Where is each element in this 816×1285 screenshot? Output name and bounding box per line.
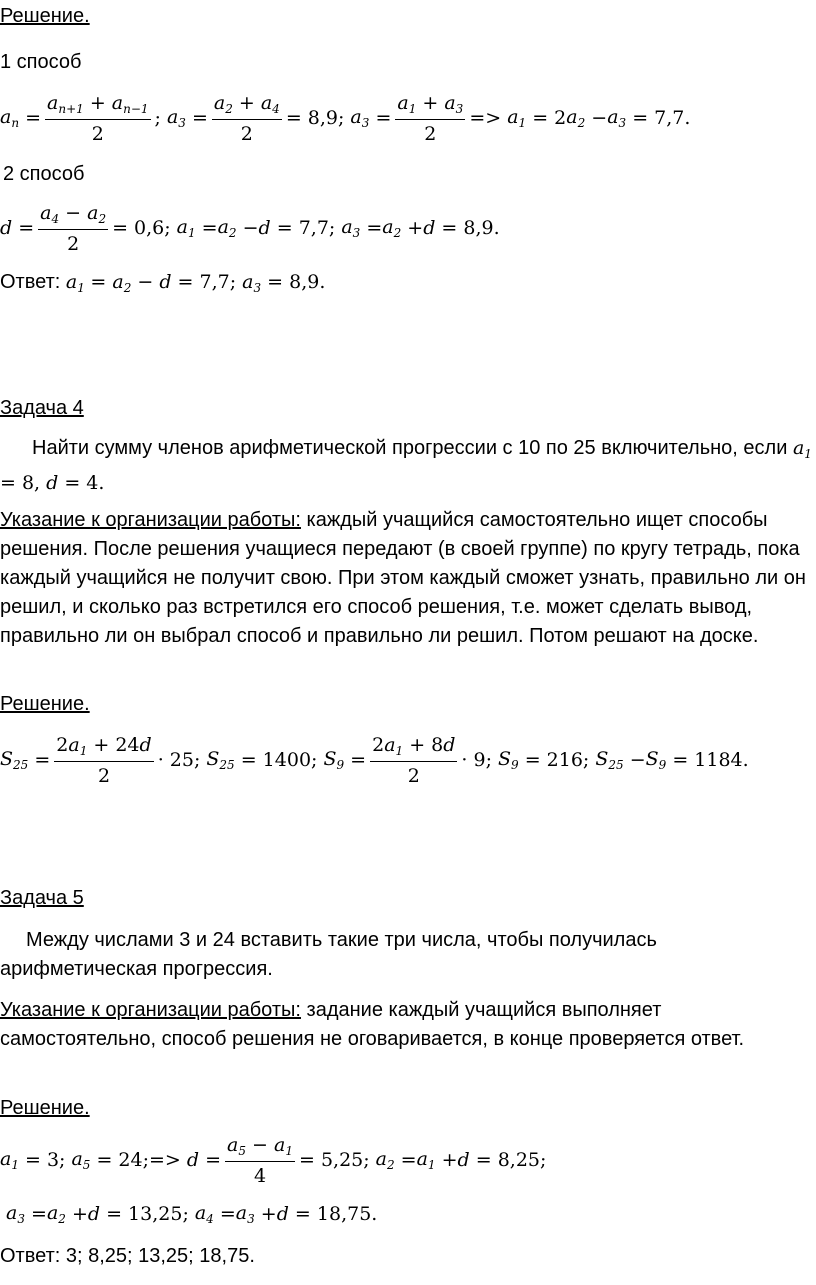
method-2-heading: 2 способ bbox=[3, 163, 85, 185]
hint-label: Указание к организации работы: bbox=[0, 509, 301, 531]
answer-1: Ответ: $a_1 = a_2 - d = 7,7$; $a_3 = 8,9$. bbox=[0, 271, 326, 295]
task-4-solution-heading: Решение. bbox=[0, 693, 90, 715]
method-1-heading: 1 способ bbox=[0, 51, 82, 73]
formula-task-5-line-2: $a_3$ = $a_2$ + d = 13,25; $a_4$ = $a_3$ + d = 18,75. bbox=[6, 1202, 378, 1226]
solution-heading: Решение. bbox=[0, 5, 90, 27]
task-5-title: Задача 5 bbox=[0, 887, 84, 909]
formula-method-1: $a_n$ = $\frac{a_{n+1} + a_{n-1}}{2}$ ; $a_3$ = $\frac{a_2 + a_4}{2}$ = 8,9; $a_3$ = $\frac{a_1 + a_3}{2}$ => $a_1$ = 2 $a_2$ − $a_3$ = 7,7. bbox=[0, 91, 691, 145]
task-5-hint bbox=[0, 996, 812, 1054]
formula-task-5-line-1: $a_1$ = 3; $a_5$ = 24;=> d = $\frac{a_5 - a_1}{4}$ = 5,25; $a_2$ = $a_1$ + d = 8,25; bbox=[0, 1133, 547, 1187]
task-5-text: Между числами 3 и 24 вставить такие три числа, чтобы получилась арифметическая прогрессия. bbox=[0, 929, 657, 980]
task-4-title: Задача 4 bbox=[0, 397, 84, 419]
task-5-solution-heading: Решение. bbox=[0, 1097, 90, 1119]
answer-label: Ответ: bbox=[0, 271, 61, 293]
hint-label: Указание к организации работы: bbox=[0, 999, 301, 1021]
task-4-hint bbox=[0, 506, 812, 651]
formula-task-4: $S_{25}$ = $\frac{2a_1 + 24d}{2}$ · 25; $S_{25}$ = 1400; $S_9$ = $\frac{2a_1 + 8d}{2}$ · 9; $S_9$ = 216; $S_{25}$ − $S_9$ = 1184. bbox=[0, 733, 749, 787]
task-4-text: Найти сумму членов арифметической прогрессии с 10 по 25 включительно, если $a_1 = 8$, d = 4. bbox=[0, 437, 812, 494]
formula-method-2: d = $\frac{a_4 - a_2}{2}$ = 0,6; $a_1$ = $a_2$ − d = 7,7; $a_3$ = $a_2$ + d = 8,9. bbox=[0, 201, 500, 255]
hint-text: задание каждый учащийся выполняет самостоятельно, способ решения не оговаривается, в конце проверяется ответ. bbox=[0, 999, 745, 1050]
task-5-answer: Ответ: 3; 8,25; 13,25; 18,75. bbox=[0, 1245, 255, 1267]
hint-text: каждый учащийся самостоятельно ищет способы решения. После решения учащиеся передают (в своей группе) по кругу тетрадь, пока каждый учащийся не получит свою. При этом каждый сможет узнать, правильно ли он решил, и сколько раз встретился его способ решения, т.е. может сделать вывод, правильно ли он выбрал способ и правильно ли решил. Потом решают на доске. bbox=[0, 509, 806, 647]
